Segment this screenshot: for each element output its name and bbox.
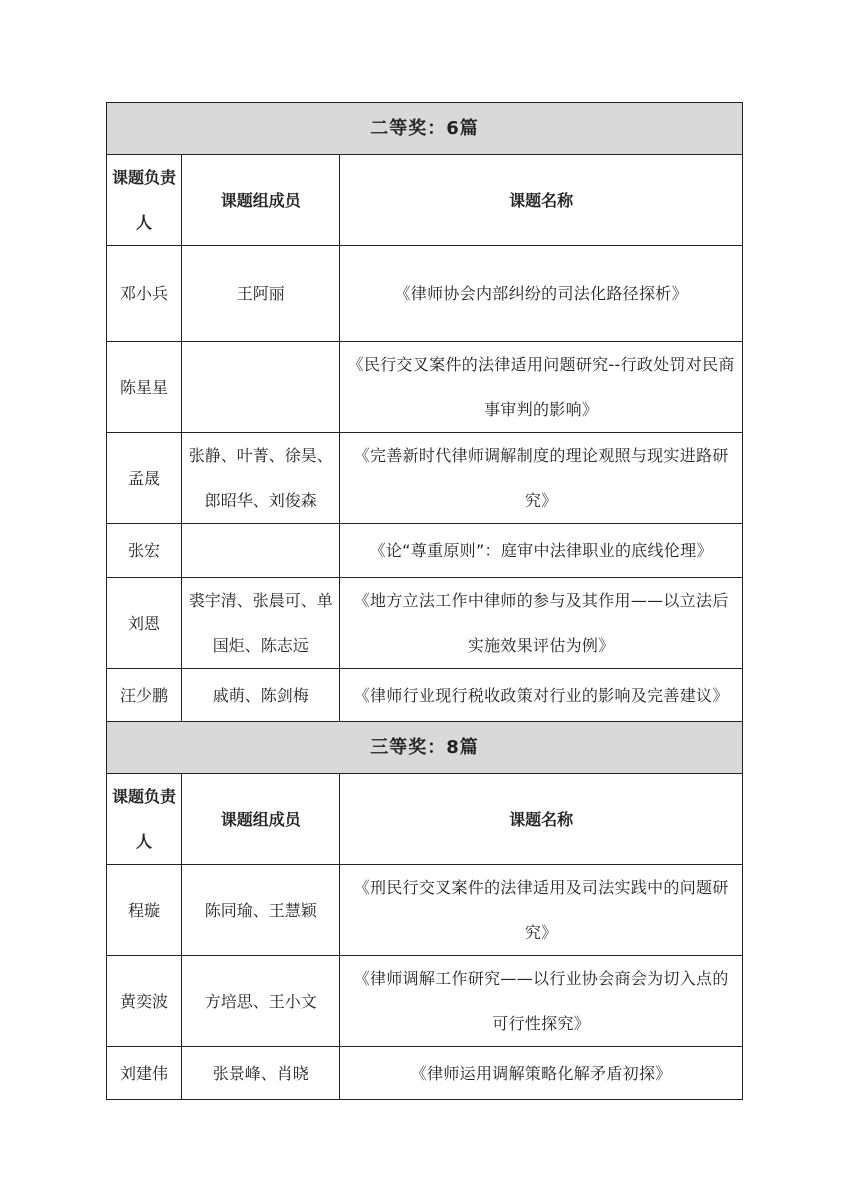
leader-cell xyxy=(107,956,182,1047)
members-cell xyxy=(182,433,340,524)
members-names: 戚萌、陈剑梅 xyxy=(212,685,309,705)
topic-title: 《律师行业现行税收政策对行业的影响及完善建议》 xyxy=(353,685,729,705)
header-leader xyxy=(107,774,182,865)
header-title-text: 课题名称 xyxy=(509,190,574,210)
members-names: 张静、叶菁、徐昊、郎昭华、刘俊森 xyxy=(188,446,333,510)
members-names: 王阿丽 xyxy=(236,284,285,303)
members-cell xyxy=(182,669,340,722)
title-cell xyxy=(340,342,743,433)
members-cell xyxy=(182,956,340,1047)
leader-cell xyxy=(107,1047,182,1100)
leader-cell xyxy=(107,865,182,956)
topic-title: 《民行交叉案件的法律适用问题研究--行政处罚对民商事审判的影响》 xyxy=(347,355,735,419)
title-cell xyxy=(340,433,743,524)
leader-cell xyxy=(107,246,182,342)
header-members xyxy=(182,155,340,246)
header-title-text: 课题名称 xyxy=(509,809,574,829)
leader-name: 张宏 xyxy=(128,541,161,560)
leader-cell xyxy=(107,669,182,722)
leader-name: 邓小兵 xyxy=(120,284,169,303)
header-leader-text: 课题负责人 xyxy=(112,787,177,851)
members-names: 裘宇清、张晨可、单国炬、陈志远 xyxy=(188,591,333,655)
header-members xyxy=(182,774,340,865)
header-members-text: 课题组成员 xyxy=(220,190,301,210)
members-cell xyxy=(182,1047,340,1100)
section-header-row xyxy=(107,103,743,155)
table-row xyxy=(107,433,743,524)
title-cell xyxy=(340,246,743,342)
topic-title: 《律师运用调解策略化解矛盾初探》 xyxy=(410,1063,672,1083)
members-names: 张景峰、肖晓 xyxy=(212,1063,309,1083)
table-row xyxy=(107,578,743,669)
leader-name: 刘恩 xyxy=(128,613,161,633)
table-row xyxy=(107,246,743,342)
topic-title: 《地方立法工作中律师的参与及其作用——以立法后实施效果评估为例》 xyxy=(353,591,729,655)
members-cell xyxy=(182,342,340,433)
section-title xyxy=(107,103,743,155)
header-title xyxy=(340,155,743,246)
leader-cell xyxy=(107,578,182,669)
title-cell xyxy=(340,1047,743,1100)
leader-name: 汪少鹏 xyxy=(120,685,169,705)
header-leader-text: 课题负责人 xyxy=(112,168,177,232)
table-row xyxy=(107,956,743,1047)
table-row xyxy=(107,342,743,433)
leader-cell xyxy=(107,433,182,524)
section-title-text: 二等奖：6篇 xyxy=(370,118,479,139)
header-leader xyxy=(107,155,182,246)
leader-cell xyxy=(107,524,182,578)
leader-name: 黄奕波 xyxy=(120,991,169,1011)
awards-table xyxy=(106,102,743,1100)
members-names: 方培思、王小文 xyxy=(204,991,317,1011)
table-row xyxy=(107,865,743,956)
members-cell xyxy=(182,578,340,669)
topic-title: 《完善新时代律师调解制度的理论观照与现实进路研究》 xyxy=(353,446,729,510)
table-row xyxy=(107,1047,743,1100)
section-title xyxy=(107,722,743,774)
table-row xyxy=(107,669,743,722)
members-cell xyxy=(182,246,340,342)
leader-cell xyxy=(107,342,182,433)
title-cell xyxy=(340,524,743,578)
section-title-text: 三等奖：8篇 xyxy=(370,737,479,758)
leader-name: 程璇 xyxy=(128,900,161,920)
section-header-row xyxy=(107,722,743,774)
title-cell xyxy=(340,865,743,956)
members-cell xyxy=(182,865,340,956)
leader-name: 刘建伟 xyxy=(120,1063,169,1083)
topic-title: 《论“尊重原则”：庭审中法律职业的底线伦理》 xyxy=(369,541,713,560)
title-cell xyxy=(340,578,743,669)
column-header-row xyxy=(107,774,743,865)
topic-title: 《律师调解工作研究——以行业协会商会为切入点的可行性探究》 xyxy=(353,969,729,1033)
members-names: 陈同瑜、王慧颖 xyxy=(204,900,317,920)
topic-title: 《律师协会内部纠纷的司法化路径探析》 xyxy=(394,284,688,303)
header-title xyxy=(340,774,743,865)
title-cell xyxy=(340,669,743,722)
column-header-row xyxy=(107,155,743,246)
members-cell xyxy=(182,524,340,578)
topic-title: 《刑民行交叉案件的法律适用及司法实践中的问题研究》 xyxy=(353,878,729,942)
table-row xyxy=(107,524,743,578)
title-cell xyxy=(340,956,743,1047)
header-members-text: 课题组成员 xyxy=(220,809,301,829)
leader-name: 孟晟 xyxy=(128,468,161,488)
leader-name: 陈星星 xyxy=(120,377,169,397)
